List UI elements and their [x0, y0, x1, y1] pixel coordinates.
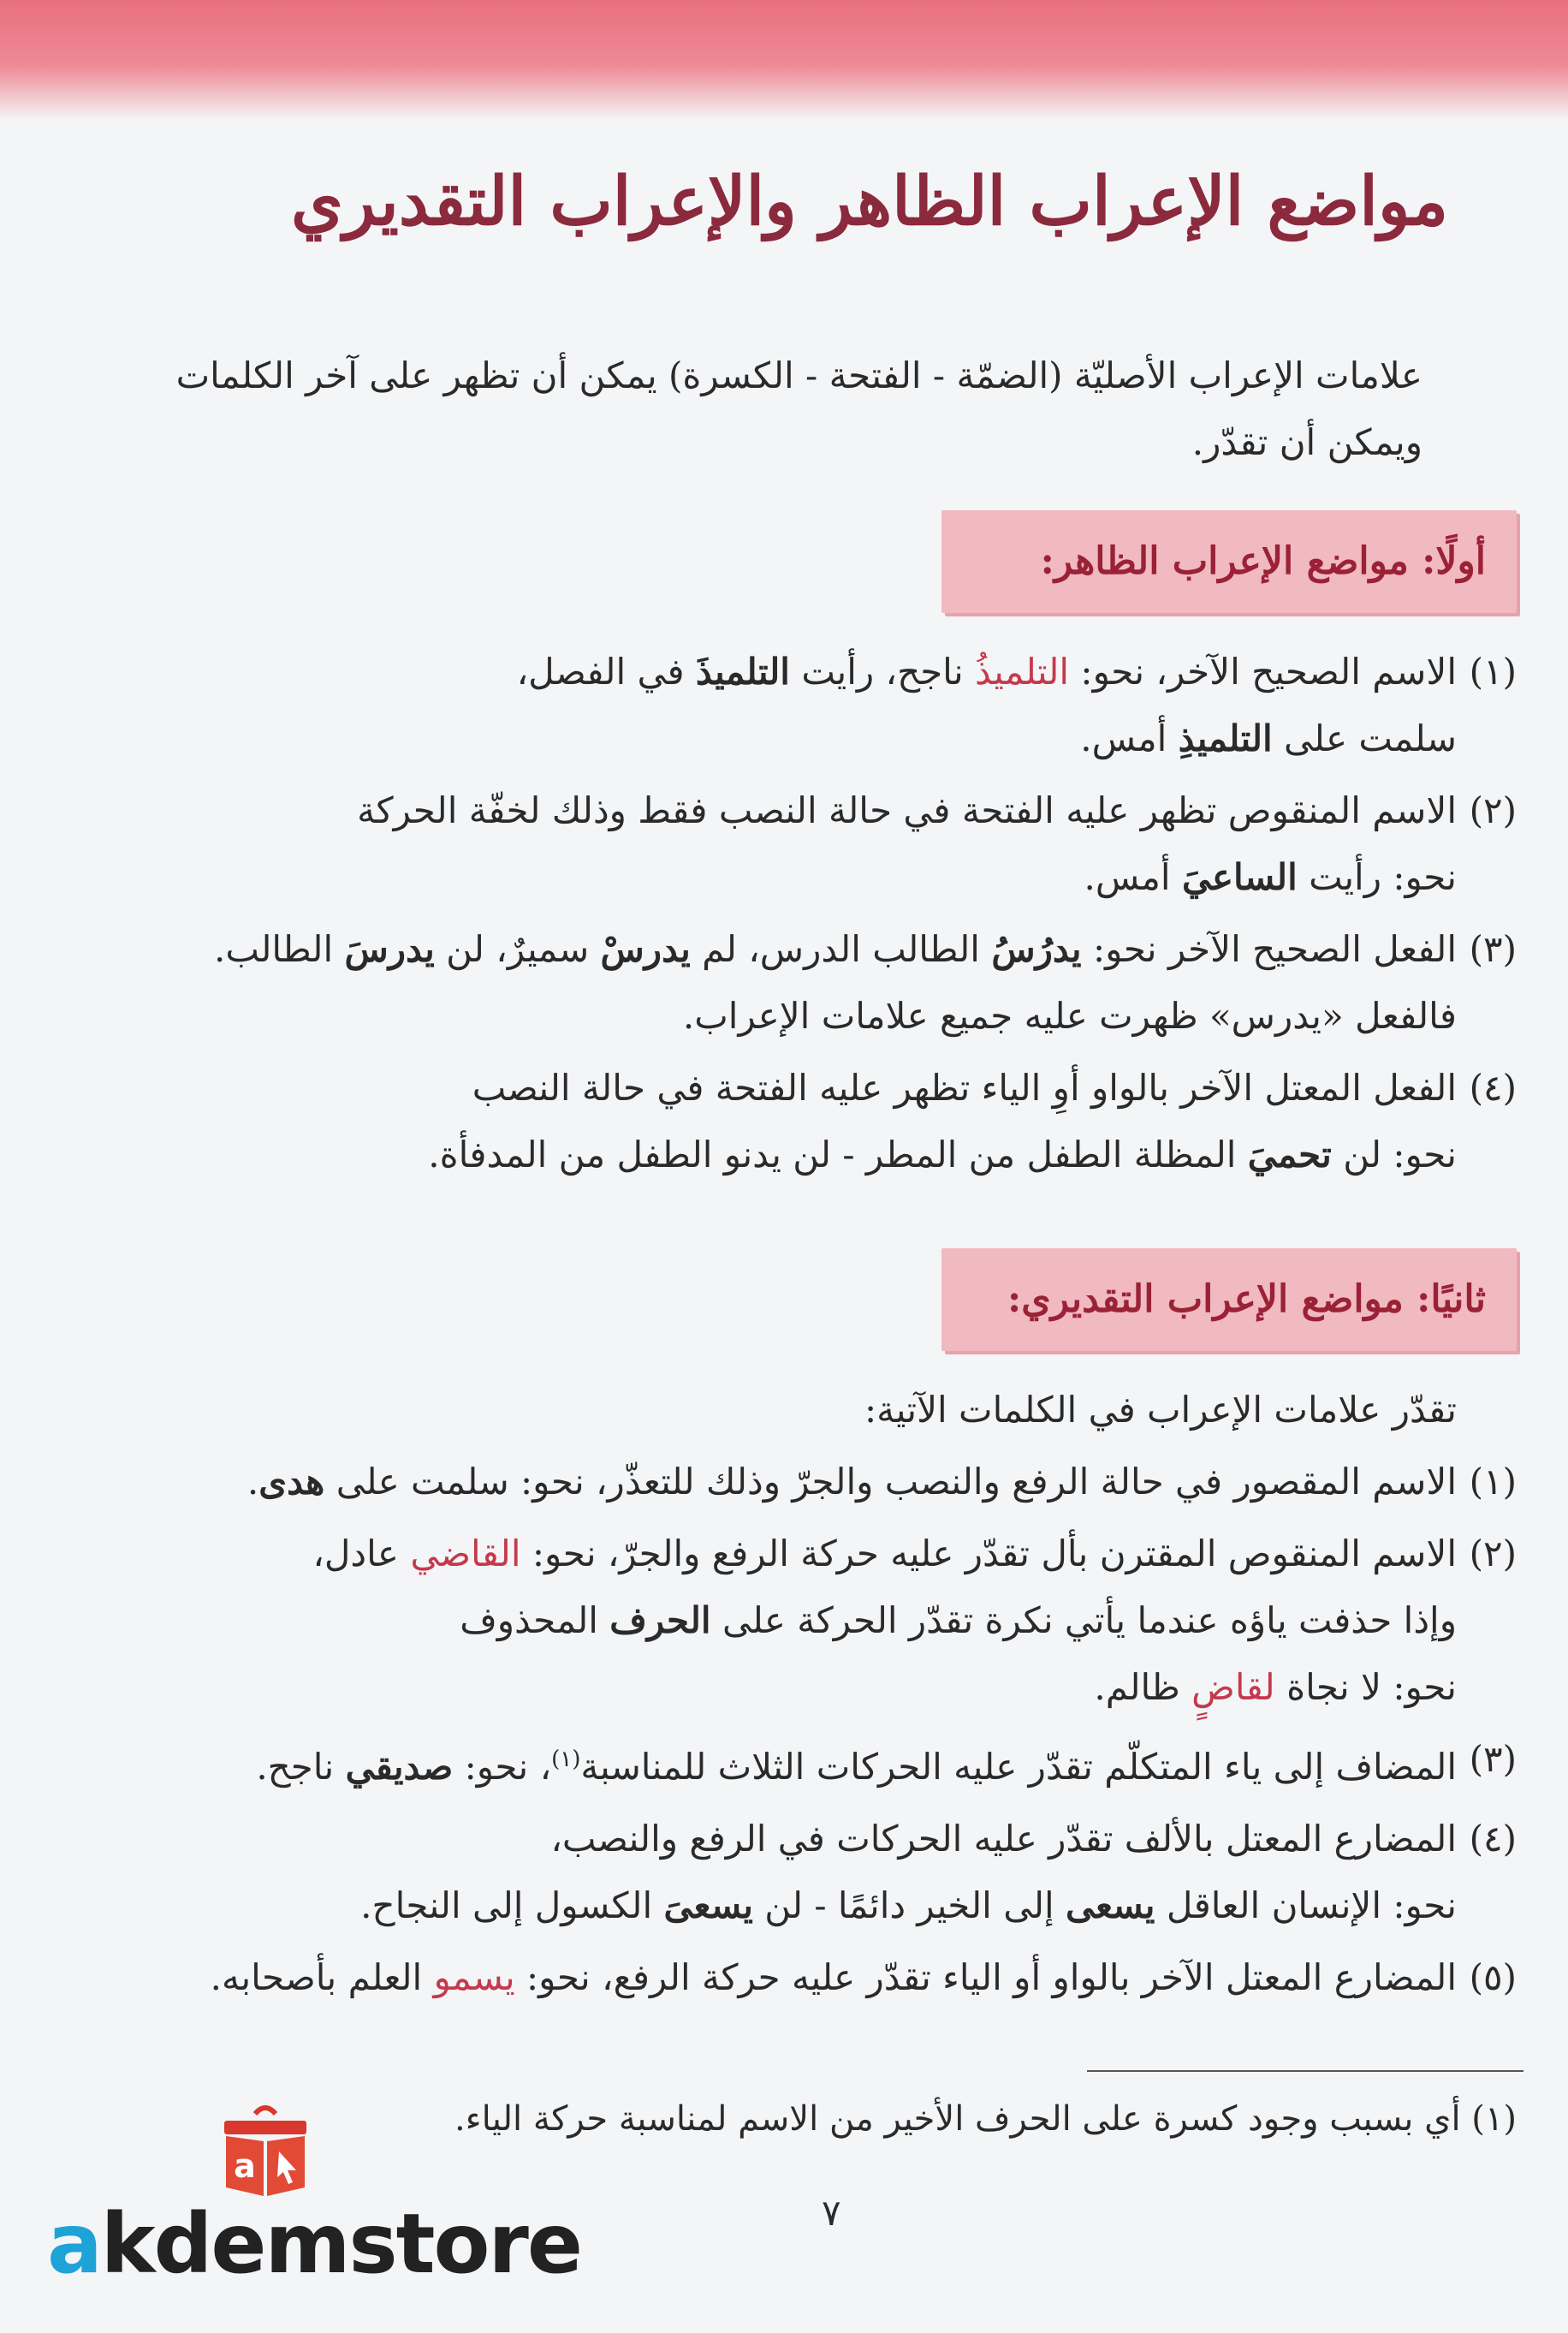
- item-number: (١): [1469, 651, 1517, 693]
- item-line: [62, 1521, 1457, 1587]
- example-word: يدرسْ: [600, 928, 691, 970]
- item-line: [62, 1449, 1457, 1515]
- example-word: يدرُسُ: [991, 928, 1082, 970]
- item-number: (٥): [1469, 1956, 1517, 1998]
- text-run: عادل،: [312, 1533, 411, 1574]
- brand-name-rest: kdemstore: [100, 2196, 581, 2292]
- text-run: ناجح، رأيت: [789, 651, 976, 693]
- list-item: [62, 916, 1517, 1050]
- page-content: [62, 342, 1517, 2016]
- list-item: [62, 1521, 1517, 1721]
- item-line: المضارع المعتل بالألف تقدّر عليه الحركات في الرفع والنصب،: [550, 1818, 1457, 1860]
- text-run: وإذا حذفت ياؤه عندما يأتي نكرة تقدّر الحركة على: [710, 1599, 1457, 1641]
- example-word: صديقي: [345, 1746, 454, 1788]
- brand-letter-a: a: [47, 2196, 101, 2292]
- example-word: يسمو: [433, 1956, 515, 1998]
- example-word: يدرسَ: [344, 928, 435, 970]
- item-line: [62, 1872, 1457, 1939]
- text-run: نحو: لن: [1331, 1134, 1457, 1175]
- text-run: الاسم المنقوص المقترن بأل تقدّر عليه حركة الرفع والجرّ، نحو:: [520, 1533, 1457, 1574]
- text-run: أمس.: [1080, 717, 1179, 759]
- top-color-band: [0, 0, 1568, 120]
- item-line: الفعل المعتل الآخر بالواو أوِ الياء تظهر عليه الفتحة في حالة النصب: [472, 1067, 1457, 1109]
- footnote-ref[interactable]: (١): [551, 1747, 581, 1772]
- text-run: الفعل الصحيح الآخر نحو:: [1081, 928, 1457, 970]
- example-word: تحميَ: [1247, 1134, 1332, 1175]
- example-word: هدى: [258, 1461, 325, 1503]
- item-number: (١): [1469, 1461, 1517, 1503]
- example-word: الحرف: [609, 1599, 711, 1641]
- footnote-number: (١): [1471, 2099, 1517, 2139]
- item-line: الاسم المنقوص تظهر عليه الفتحة في حالة النصب فقط وذلك لخفّة الحركة: [357, 789, 1457, 831]
- item-line: [62, 1587, 1457, 1654]
- item-line: [62, 1122, 1457, 1188]
- item-number: (٢): [1469, 1533, 1517, 1574]
- text-run: سلمت على: [1272, 717, 1457, 759]
- logo-icon-letter: a: [234, 2147, 256, 2185]
- example-word: التلميذِ: [1178, 717, 1273, 759]
- list-item: [62, 1944, 1517, 2011]
- list-item: [62, 1055, 1517, 1188]
- text-run: إلى الخير دائمًا - لن: [752, 1884, 1066, 1926]
- book-logo-icon: [214, 2102, 317, 2205]
- item-line: [62, 705, 1457, 772]
- item-line: [62, 844, 1457, 911]
- example-word: الساعيَ: [1181, 856, 1298, 898]
- text-run: ظالم.: [1094, 1666, 1192, 1708]
- item-number: (٢): [1469, 789, 1517, 831]
- text-run: المضاف إلى ياء المتكلّم تقدّر عليه الحركات الثلاث للمناسبة: [580, 1746, 1457, 1788]
- section-2-list: [62, 1449, 1517, 2011]
- text-run: نحو: لا نجاة: [1274, 1666, 1457, 1708]
- list-item: [62, 1449, 1517, 1515]
- text-run: المظلة الطفل من المطر - لن يدنو الطفل من المدفأة.: [428, 1134, 1248, 1175]
- text-run: في الفصل،: [516, 651, 696, 693]
- intro-line-1: علامات الإعراب الأصليّة (الضمّة - الفتحة - الكسرة) يمكن أن تظهر على آخر الكلمات: [175, 354, 1422, 396]
- page-number: ٧: [822, 2192, 841, 2234]
- list-item: [62, 1726, 1517, 1800]
- text-run: سميرٌ، لن: [434, 928, 601, 970]
- brand-watermark: [47, 2196, 581, 2292]
- item-line: فالفعل «يدرس» ظهرت عليه جميع علامات الإعراب.: [682, 995, 1457, 1037]
- intro-line-2: ويمكن أن تقدّر.: [1191, 421, 1422, 463]
- page-title: مواضع الإعراب الظاهر والإعراب التقديري: [291, 163, 1448, 241]
- text-run: نحو: رأيت: [1297, 856, 1457, 898]
- item-number: (٤): [1469, 1067, 1517, 1109]
- example-word: يسعى: [1066, 1884, 1155, 1926]
- item-line: [62, 639, 1457, 705]
- example-word: لقاضٍ: [1191, 1666, 1275, 1708]
- list-item: [62, 1806, 1517, 1939]
- section-2-heading: ثانيًا: مواضع الإعراب التقديري:: [941, 1248, 1517, 1351]
- footnote-text: أي بسبب وجود كسرة على الحرف الأخير من الاسم لمناسبة حركة الياء.: [454, 2099, 1461, 2139]
- text-run: الكسول إلى النجاح.: [360, 1884, 664, 1926]
- text-run: .: [246, 1461, 259, 1503]
- intro-paragraph: [62, 342, 1517, 476]
- list-item: [62, 777, 1517, 911]
- text-run: المضارع المعتل الآخر بالواو أو الياء تقدّر عليه حركة الرفع، نحو:: [514, 1956, 1457, 1998]
- section-1-list: [62, 639, 1517, 1188]
- item-line: [62, 1654, 1457, 1721]
- text-run: الطالب الدرس، لم: [690, 928, 992, 970]
- example-word: التلميذُ: [975, 651, 1070, 693]
- example-word: التلميذَ: [695, 651, 790, 693]
- example-word: القاضي: [410, 1533, 521, 1574]
- text-run: نحو: الإنسان العاقل: [1155, 1884, 1457, 1926]
- item-line: [62, 916, 1457, 983]
- item-number: (٣): [1469, 928, 1517, 970]
- text-run: الطالب.: [214, 928, 345, 970]
- text-run: المحذوف: [460, 1599, 610, 1641]
- text-run: العلم بأصحابه.: [210, 1956, 434, 1998]
- text-run: الاسم المقصور في حالة الرفع والنصب والجرّ وذلك للتعذّر، نحو: سلمت على: [324, 1461, 1457, 1503]
- text-run: ناجح.: [256, 1746, 346, 1788]
- item-number: (٣): [1469, 1738, 1517, 1780]
- footnote-separator: [1087, 2070, 1523, 2072]
- example-word: يسعىَ: [663, 1884, 753, 1926]
- item-line: [62, 1726, 1457, 1800]
- list-item: [62, 639, 1517, 772]
- section-1-heading: أولًا: مواضع الإعراب الظاهر:: [941, 510, 1517, 613]
- section-2-lead: تقدّر علامات الإعراب في الكلمات الآتية:: [864, 1389, 1457, 1431]
- text-run: ، نحو:: [453, 1746, 552, 1788]
- item-number: (٤): [1469, 1818, 1517, 1860]
- text-run: الاسم الصحيح الآخر، نحو:: [1069, 651, 1457, 693]
- item-line: [62, 1944, 1457, 2011]
- text-run: أمس.: [1084, 856, 1182, 898]
